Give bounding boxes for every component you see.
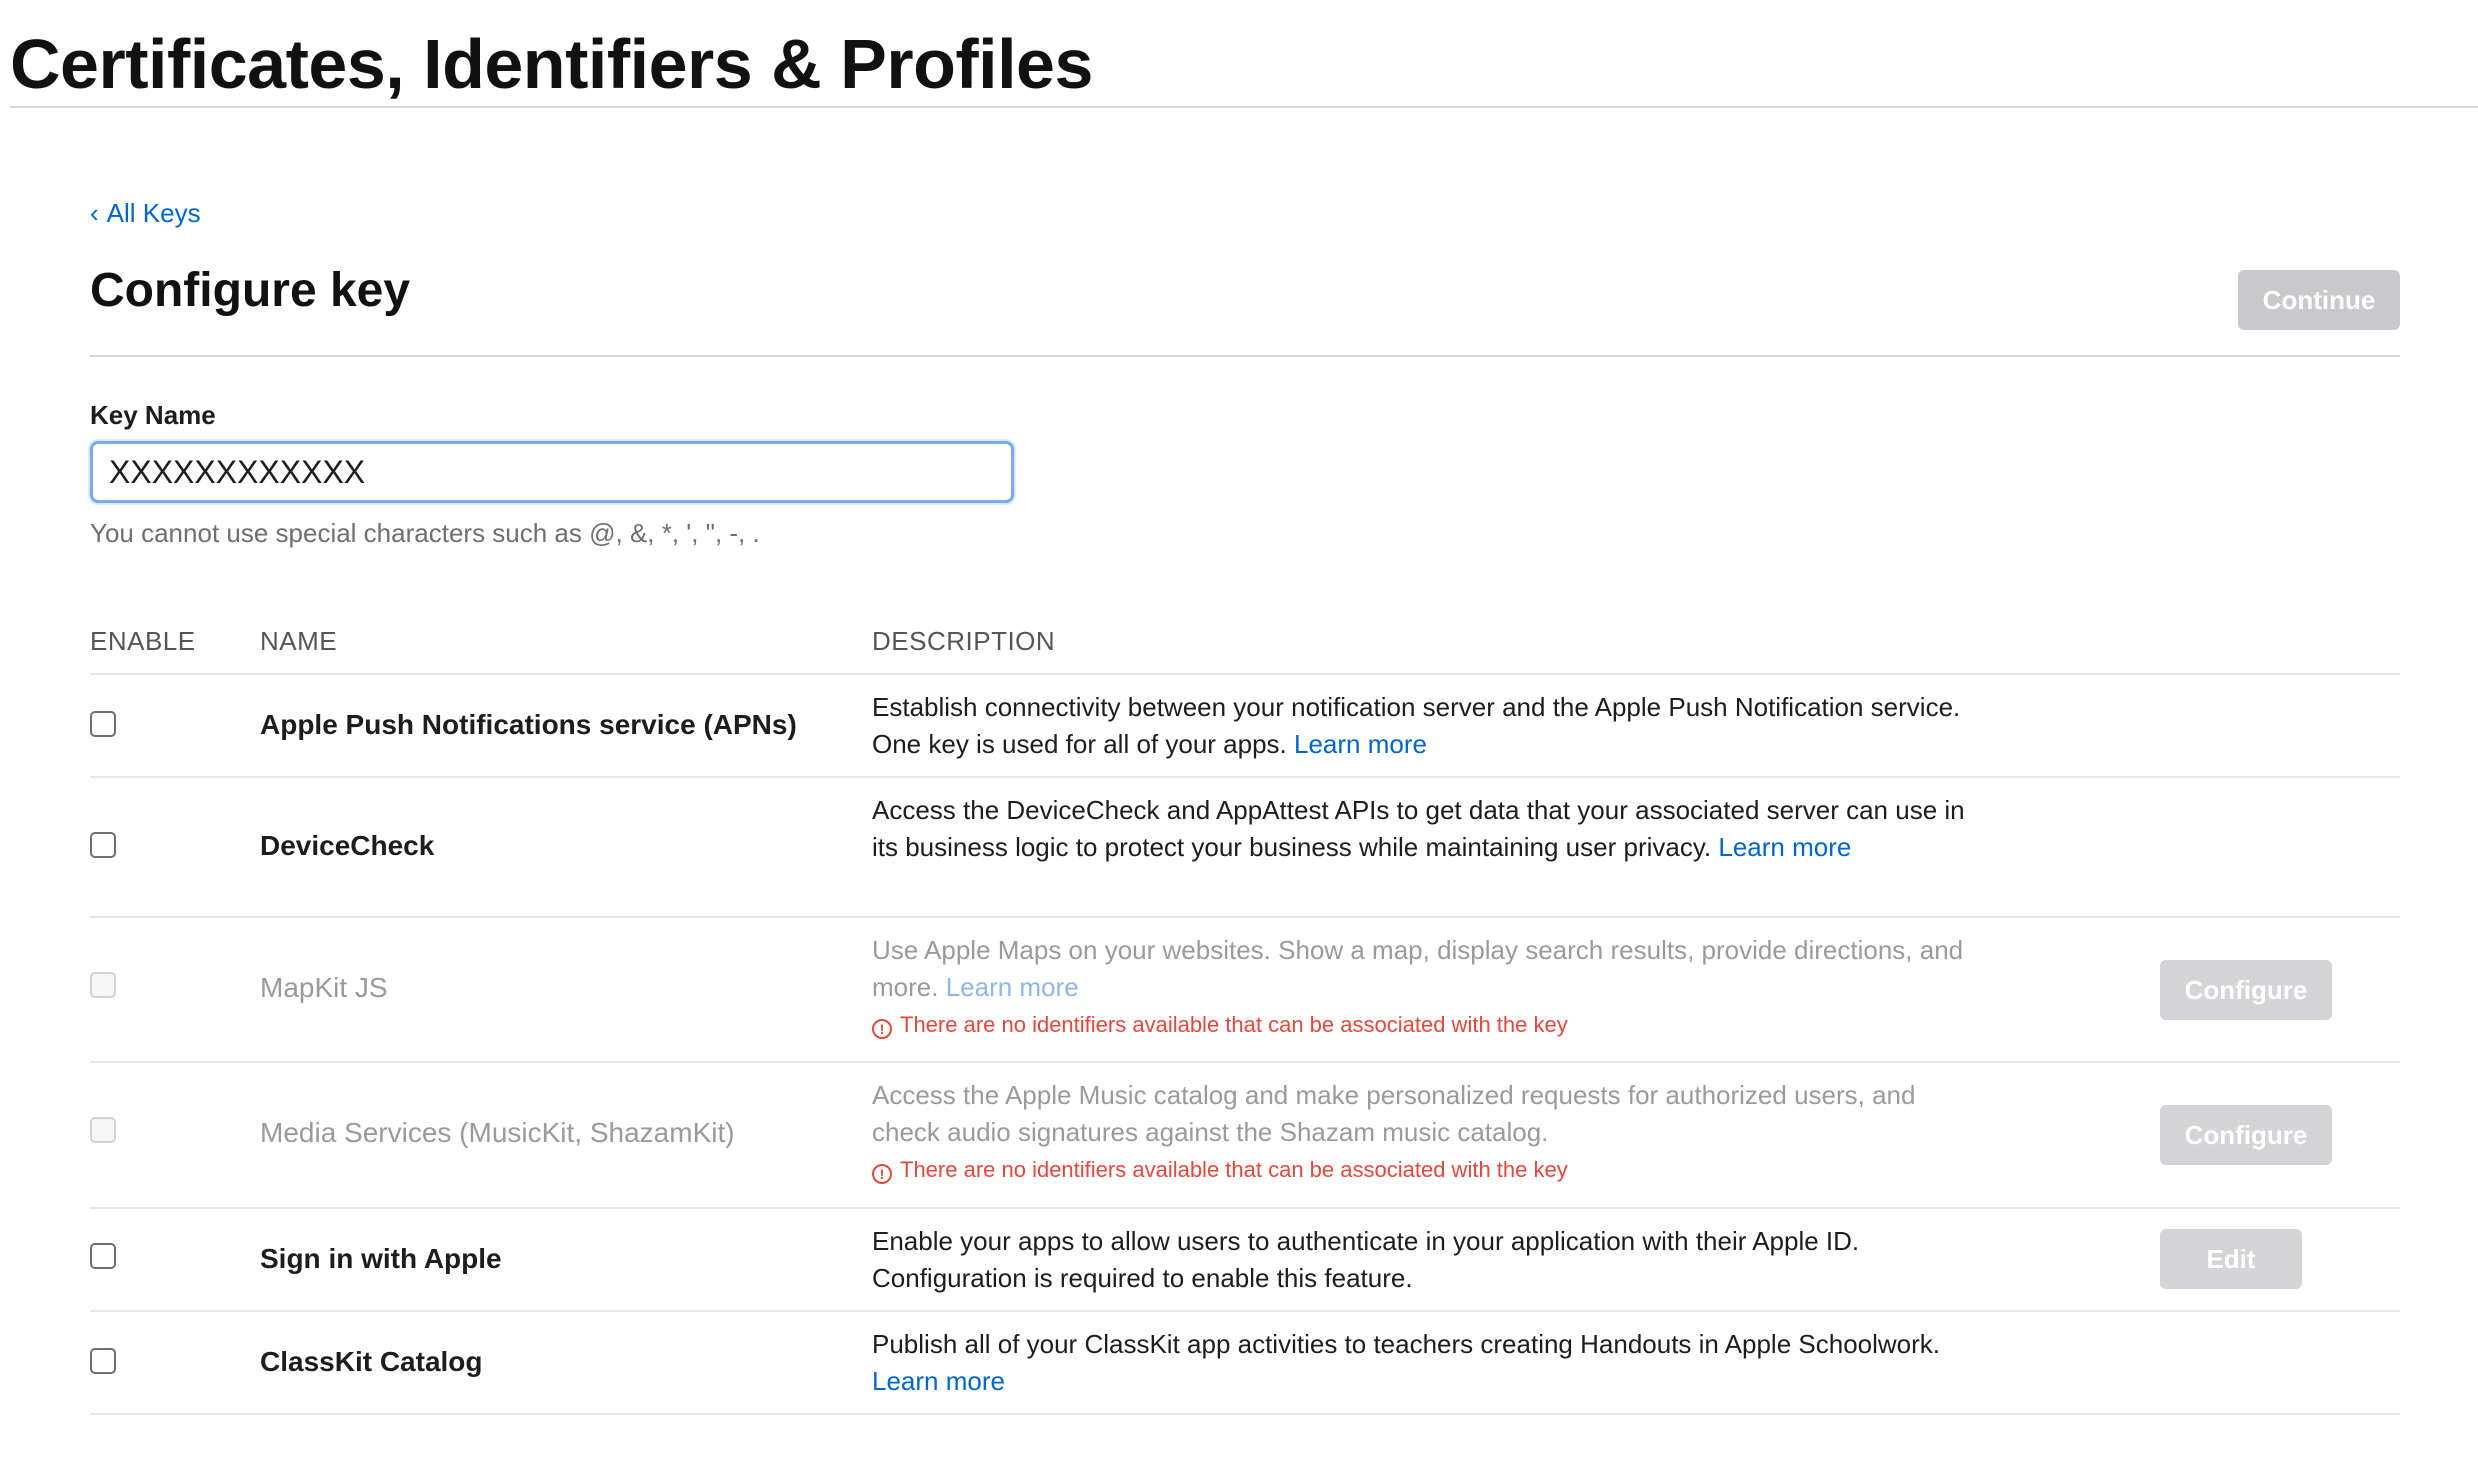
- continue-button[interactable]: Continue: [2238, 270, 2400, 330]
- column-header-name: NAME: [260, 626, 338, 656]
- service-name-devicecheck: DeviceCheck: [260, 830, 435, 861]
- description-text: Establish connectivity between your notification server and the Apple Push Notification service. One key is used for all of your apps.: [872, 692, 1961, 759]
- learn-more-link-devicecheck[interactable]: Learn more: [1718, 832, 1852, 862]
- column-header-description: DESCRIPTION: [872, 626, 1056, 656]
- key-name-label: Key Name: [90, 400, 216, 430]
- service-row-devicecheck: [90, 778, 2400, 918]
- service-name-apns: Apple Push Notifications service (APNs): [260, 709, 797, 740]
- service-name-sign-in-with-apple: Sign in with Apple: [260, 1243, 502, 1274]
- service-description-mapkit-js: [872, 932, 1972, 1040]
- section-divider: [90, 355, 2400, 357]
- enable-checkbox-sign-in-with-apple[interactable]: [90, 1243, 116, 1269]
- description-text: Publish all of your ClassKit app activities to teachers creating Handouts in Apple Schoolwork.: [872, 1329, 1941, 1359]
- learn-more-link-mapkit-js[interactable]: Learn more: [945, 972, 1079, 1002]
- service-name-media-services: Media Services (MusicKit, ShazamKit): [260, 1117, 735, 1148]
- service-row-mapkit-js: [90, 918, 2400, 1063]
- warning-text: There are no identifiers available that can be associated with the key: [900, 1157, 1568, 1182]
- chevron-left-icon: ‹: [90, 198, 99, 228]
- learn-more-link-apns[interactable]: Learn more: [1294, 729, 1427, 759]
- enable-checkbox-devicecheck[interactable]: [90, 832, 116, 858]
- service-name-classkit-catalog: ClassKit Catalog: [260, 1346, 483, 1377]
- column-header-enable: ENABLE: [90, 626, 196, 656]
- enable-checkbox-mapkit-js: [90, 972, 116, 998]
- service-row-sign-in-with-apple: [90, 1209, 2400, 1312]
- configure-button-mapkit-js[interactable]: Configure: [2160, 960, 2332, 1020]
- learn-more-link-classkit-catalog[interactable]: Learn more: [872, 1366, 1005, 1396]
- key-name-input[interactable]: [90, 441, 1014, 503]
- site-title: Certificates, Identifiers & Profiles: [10, 25, 1093, 103]
- header-divider: [10, 106, 2478, 108]
- key-name-hint: You cannot use special characters such as @, &, *, ', ", -, .: [90, 518, 760, 548]
- alert-circle-icon: !: [872, 1164, 892, 1184]
- service-row-classkit-catalog: [90, 1312, 2400, 1415]
- enable-checkbox-classkit-catalog[interactable]: [90, 1348, 116, 1374]
- description-text: Access the DeviceCheck and AppAttest APIs to get data that your associated server can use in its business logic to protect your business while maintaining user privacy.: [872, 795, 1965, 862]
- service-description-sign-in-with-apple: [872, 1223, 1972, 1297]
- description-text: Access the Apple Music catalog and make personalized requests for authorized users, and check audio signatures against the Shazam music catalog.: [872, 1080, 1916, 1147]
- back-to-all-keys-link[interactable]: [90, 196, 201, 230]
- no-identifiers-warning: [872, 1010, 1972, 1040]
- row-divider: [90, 1413, 2400, 1415]
- description-text: Use Apple Maps on your websites. Show a map, display search results, provide directions, and more.: [872, 935, 1964, 1002]
- service-description-classkit-catalog: [872, 1326, 1972, 1400]
- service-description-media-services: [872, 1077, 1972, 1185]
- configure-button-media-services[interactable]: Configure: [2160, 1105, 2332, 1165]
- service-description-devicecheck: [872, 792, 1972, 866]
- no-identifiers-warning: [872, 1155, 1972, 1185]
- warning-text: There are no identifiers available that can be associated with the key: [900, 1012, 1568, 1037]
- service-row-apns: [90, 675, 2400, 778]
- alert-circle-icon: !: [872, 1019, 892, 1039]
- description-text: Enable your apps to allow users to authenticate in your application with their Apple ID. Configuration is required to enable this feature.: [872, 1226, 1860, 1293]
- edit-button-sign-in-with-apple[interactable]: Edit: [2160, 1229, 2302, 1289]
- page-title: Configure key: [90, 264, 411, 317]
- service-name-mapkit-js: MapKit JS: [260, 972, 388, 1003]
- service-description-apns: [872, 689, 1972, 763]
- enable-checkbox-media-services: [90, 1117, 116, 1143]
- enable-checkbox-apns[interactable]: [90, 711, 116, 737]
- back-link-label: All Keys: [106, 198, 201, 228]
- service-row-media-services: [90, 1063, 2400, 1209]
